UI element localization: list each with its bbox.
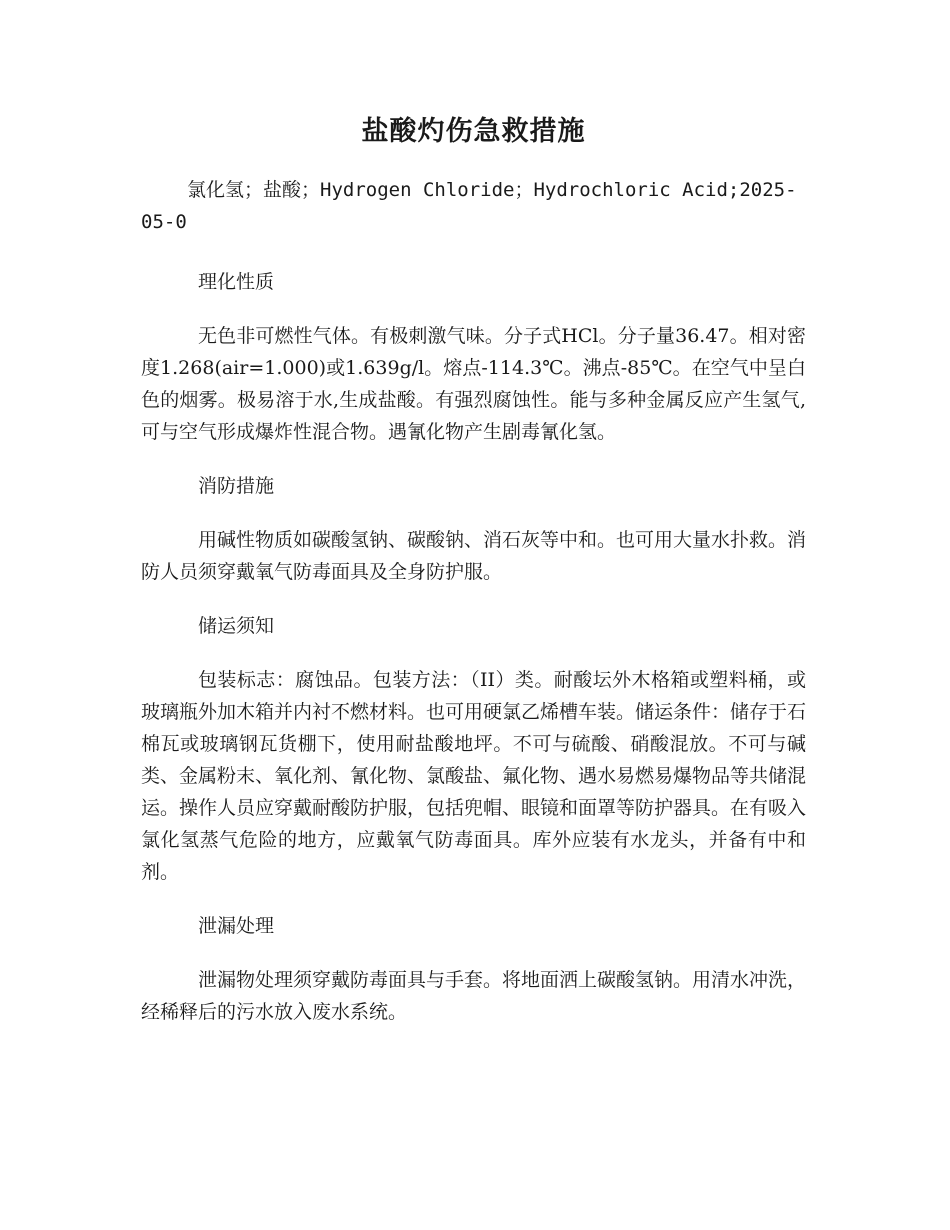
page-title: 盐酸灼伤急救措施 bbox=[361, 116, 586, 147]
section-body-storage: 包装标志：腐蚀品。包装方法：（II）类。耐酸坛外木格箱或塑料桶，或玻璃瓶外加木箱并内衬不燃材料。也可用硬氯乙烯槽车装。储运条件：储存于石棉瓦或玻璃钢瓦货棚下，使用耐盐酸地坪。不可与硫酸、硝酸混放。不可与碱类、金属粉末、氧化剂、氰化物、氯酸盐、氟化物、遇水易燃易爆物品等共储混运。操作人员应穿戴耐酸防护服，包括兜帽、眼镜和面罩等防护器具。在有吸入氯化氢蒸气危险的地方，应戴氧气防毒面具。库外应装有水龙头，并备有中和剂。 bbox=[141, 669, 807, 883]
document-page bbox=[141, 112, 806, 1050]
section-heading-leak: 泄漏处理 bbox=[198, 915, 275, 937]
section-heading-fire: 消防措施 bbox=[198, 475, 275, 497]
section-body-properties: 无色非可燃性气体。有极刺激气味。分子式HCl。分子量36.47。相对密度1.268(air=1.000)或1.639g/l。熔点-114.3℃。沸点-85℃。在空气中呈白色的烟雾。极易溶于水,生成盐酸。有强烈腐蚀性。能与多种金属反应产生氢气,可与空气形成爆炸性混合物。遇氰化物产生剧毒氰化氢。 bbox=[141, 325, 806, 443]
section-body-leak: 泄漏物处理须穿戴防毒面具与手套。将地面洒上碳酸氢钠。用清水冲洗，经稀释后的污水放入废水系统。 bbox=[141, 969, 807, 1023]
section-heading-properties: 理化性质 bbox=[198, 271, 275, 293]
keywords-line: 氯化氢；盐酸；Hydrogen Chloride；Hydrochloric Acid;2025-05-0 bbox=[141, 179, 797, 233]
section-body-fire: 用碱性物质如碳酸氢钠、碳酸钠、消石灰等中和。也可用大量水扑救。消防人员须穿戴氧气防毒面具及全身防护服。 bbox=[141, 529, 807, 583]
section-heading-storage: 储运须知 bbox=[198, 615, 275, 637]
